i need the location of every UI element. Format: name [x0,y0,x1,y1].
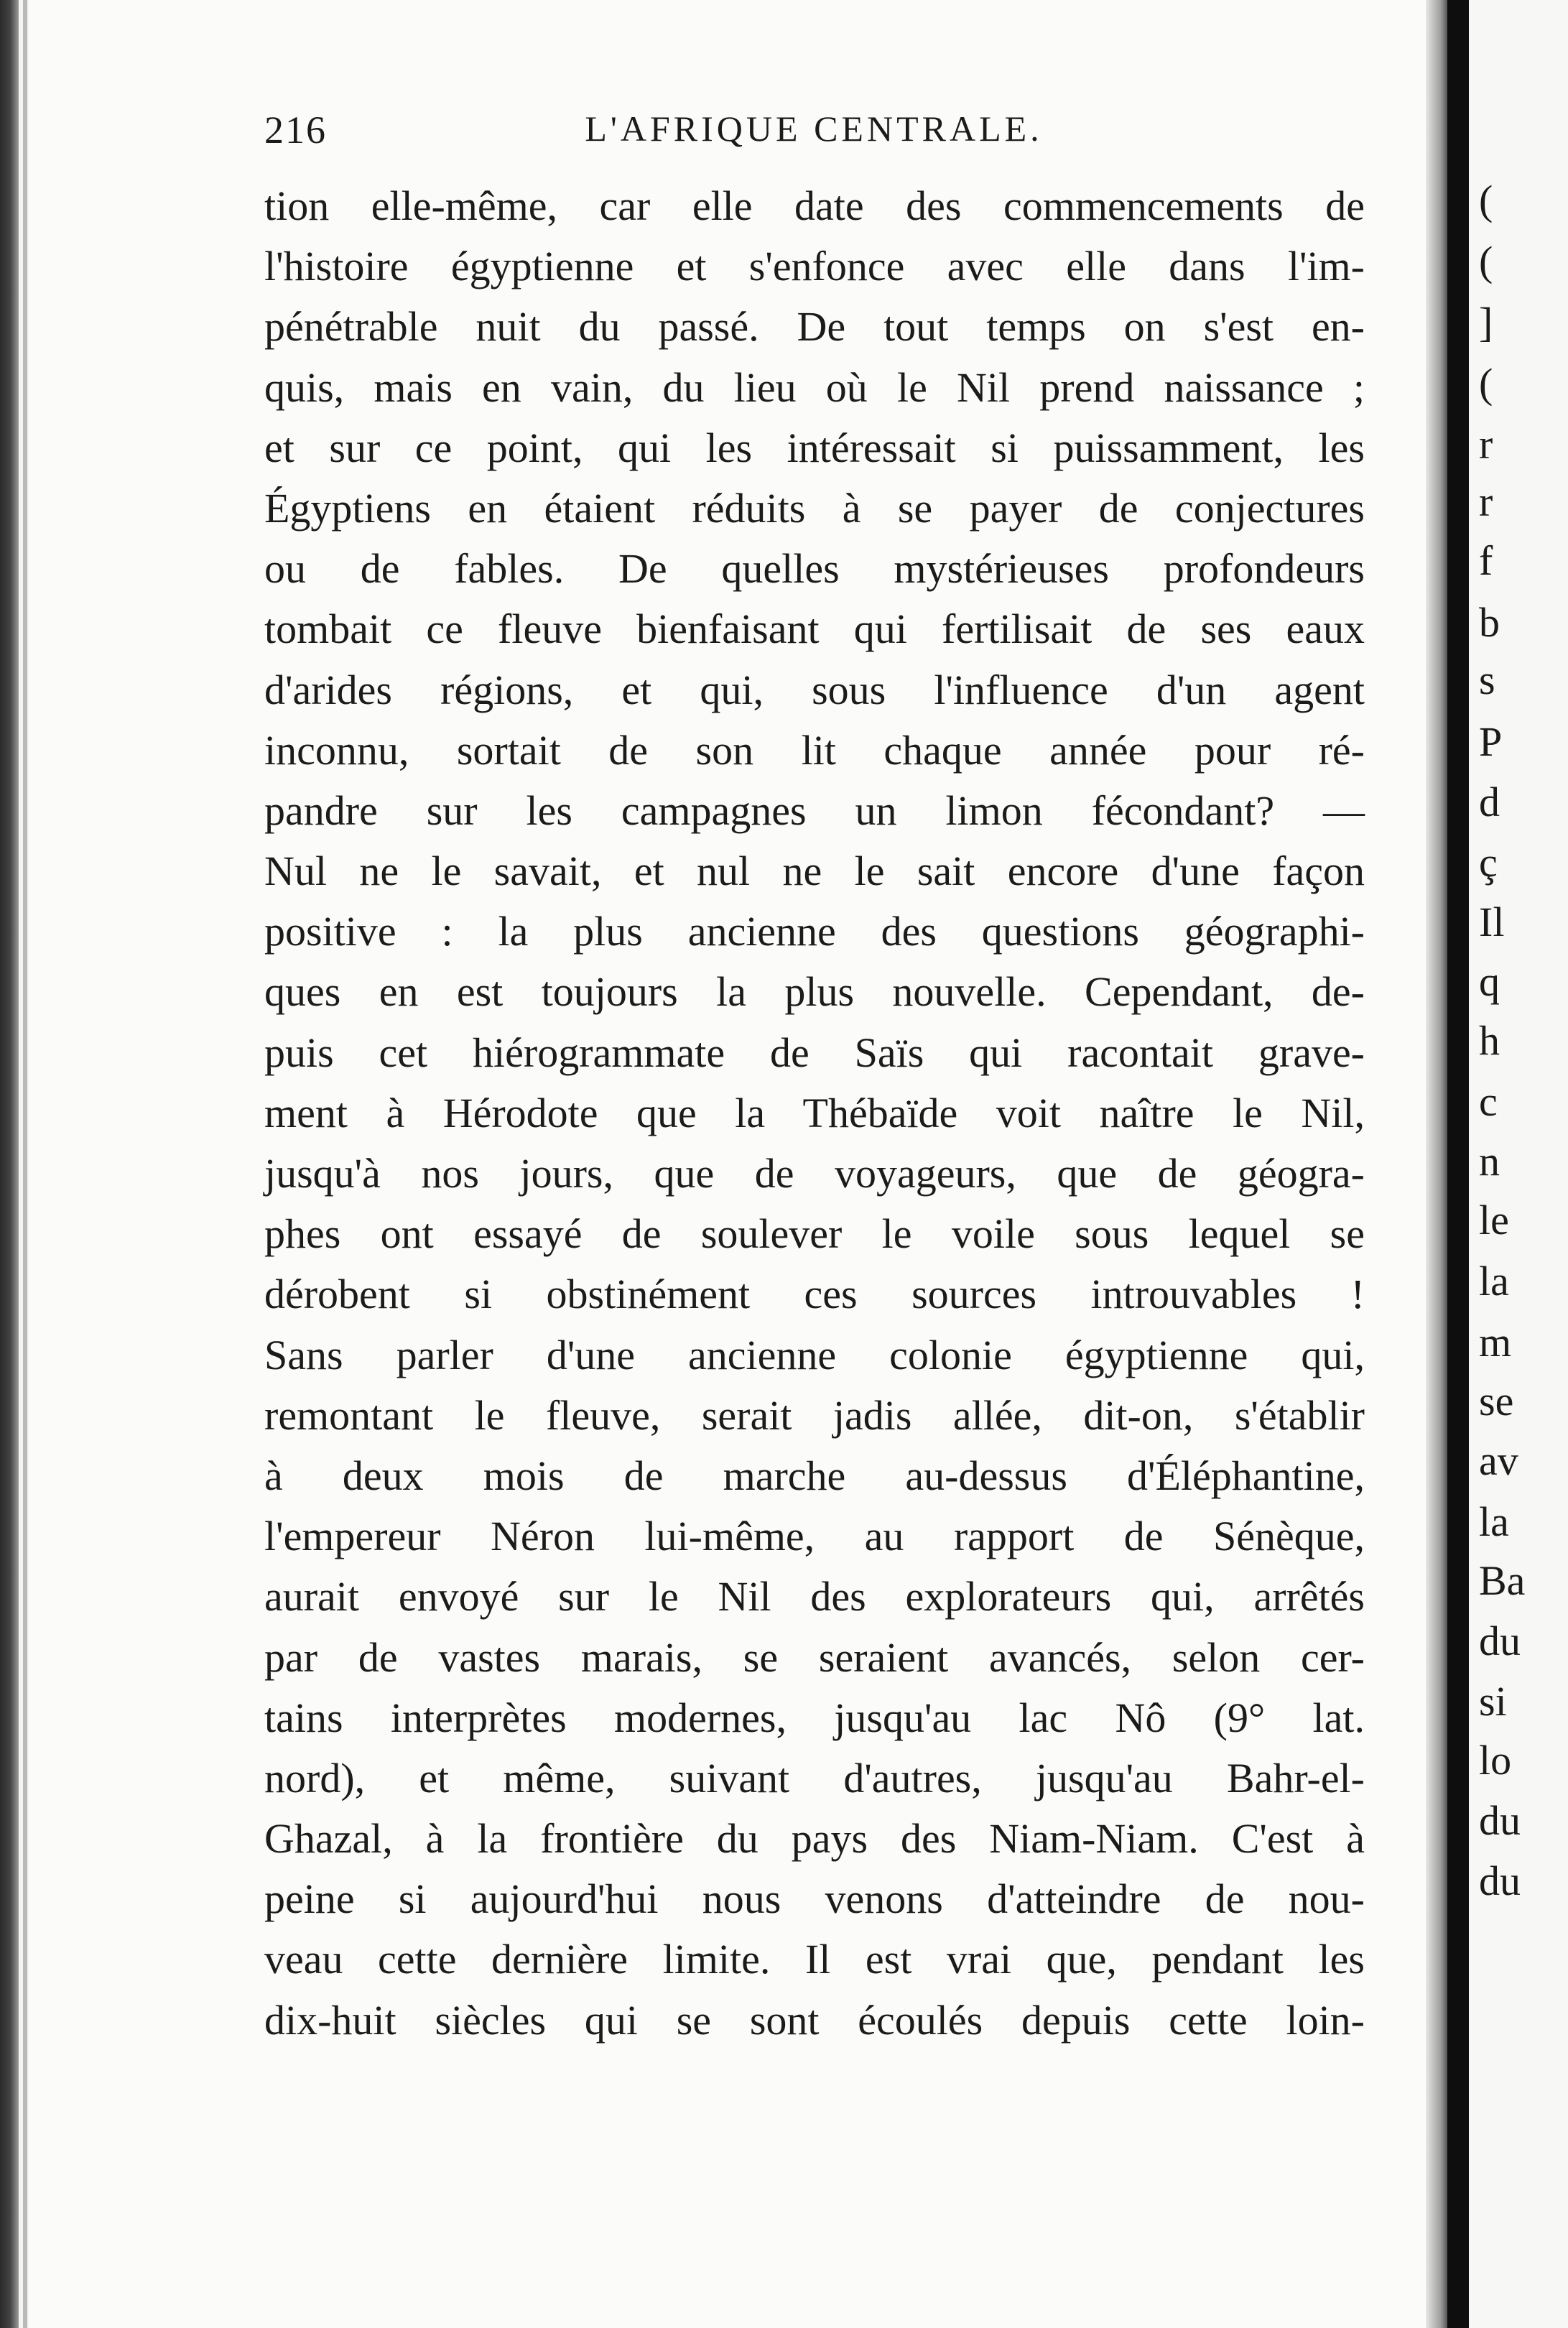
text-line: tion elle-même, car elle date des commencements de [264,182,1365,229]
next-page-line-fragment: ] [1479,299,1493,346]
text-line: dérobent si obstinément ces sources introuvables ! [264,1271,1365,1318]
text-line: veau cette dernière limite. Il est vrai que, pendant les [264,1936,1365,1983]
text-line: ment à Hérodote que la Thébaïde voit naître le Nil, [264,1089,1365,1136]
text-line: pénétrable nuit du passé. De tout temps on s'est en- [264,303,1365,351]
next-page-line-fragment: P [1479,718,1503,765]
text-line: l'histoire égyptienne et s'enfonce avec elle dans l'im- [264,243,1365,290]
next-page-line-fragment: ( [1479,238,1493,284]
text-line: Sans parler d'une ancienne colonie égyptienne qui, [264,1331,1365,1378]
next-page-line-fragment: du [1479,1797,1521,1844]
next-page-line-fragment: se [1479,1378,1514,1424]
text-line: peine si aujourd'hui nous venons d'atteindre de nou- [264,1875,1365,1923]
next-page-line-fragment: ( [1479,177,1493,223]
text-line: ou de fables. De quelles mystérieuses profondeurs [264,545,1365,593]
text-line: tombait ce fleuve bienfaisant qui fertilisait de ses eaux [264,606,1365,653]
page-number: 216 [264,108,327,152]
next-page-line-fragment: q [1479,958,1500,1005]
text-line: jusqu'à nos jours, que de voyageurs, que de géogra- [264,1150,1365,1197]
text-line: Ghazal, à la frontière du pays des Niam-Niam. C'est à [264,1815,1365,1863]
next-page-line-fragment: r [1479,478,1493,525]
next-page-line-fragment: c [1479,1078,1498,1125]
gutter-shadow [1426,0,1447,2328]
text-line: et sur ce point, qui les intéressait si puissamment, les [264,424,1365,471]
text-line: dix-huit siècles qui se sont écoulés depuis cette loin- [264,1996,1365,2044]
running-title: L'AFRIQUE CENTRALE. [585,108,1043,149]
text-line: par de vastes marais, se seraient avancés, selon cer- [264,1633,1365,1681]
text-line: l'empereur Néron lui-même, au rapport de Sénèque, [264,1513,1365,1560]
text-line: puis cet hiérogrammate de Saïs qui racontait grave- [264,1029,1365,1076]
next-page-line-fragment: si [1479,1678,1507,1725]
next-page-line-fragment: h [1479,1017,1500,1064]
text-line: inconnu, sortait de son lit chaque année pour ré- [264,726,1365,774]
text-line: tains interprètes modernes, jusqu'au lac Nô (9° lat. [264,1694,1365,1741]
next-page-line-fragment: le [1479,1197,1509,1243]
text-line: d'arides régions, et qui, sous l'influence d'un agent [264,666,1365,713]
text-line: quis, mais en vain, du lieu où le Nil prend naissance ; [264,363,1365,411]
text-line: positive : la plus ancienne des questions géographi- [264,908,1365,955]
next-page-line-fragment: Ba [1479,1557,1526,1604]
scan-left-edge [0,0,19,2328]
text-line: phes ont essayé de soulever le voile sous lequel se [264,1210,1365,1258]
text-line: nord), et même, suivant d'autres, jusqu'au Bahr-el- [264,1754,1365,1801]
body-text [264,176,1365,2051]
next-page-line-fragment: r [1479,421,1493,468]
book-gutter [1447,0,1469,2328]
next-page-line-fragment: Il [1479,899,1505,945]
next-page-line-fragment: ( [1479,360,1493,407]
next-page-line-fragment: du [1479,1858,1521,1904]
text-line: aurait envoyé sur le Nil des explorateurs qui, arrêtés [264,1573,1365,1620]
next-page-line-fragment: b [1479,599,1500,646]
next-page-line-fragment: m [1479,1319,1512,1365]
text-line: Égyptiens en étaient réduits à se payer de conjectures [264,484,1365,532]
text-line: Nul ne le savait, et nul ne le sait encore d'une façon [264,848,1365,895]
next-page-line-fragment: av [1479,1437,1518,1484]
text-line: remontant le fleuve, serait jadis allée, dit-on, s'établir [264,1391,1365,1439]
text-line: à deux mois de marche au-dessus d'Éléphantine, [264,1452,1365,1499]
next-page-line-fragment: ç [1479,839,1498,886]
next-page-line-fragment: la [1479,1258,1509,1304]
next-page-line-fragment: du [1479,1618,1521,1664]
next-page-line-fragment: lo [1479,1737,1512,1784]
next-page-line-fragment: n [1479,1138,1500,1184]
page-header [264,108,1363,165]
next-page-line-fragment: la [1479,1498,1509,1545]
next-page-line-fragment: f [1479,537,1493,584]
next-page-line-fragment: s [1479,657,1495,703]
next-page-edge [1469,0,1568,2328]
next-page-line-fragment: d [1479,779,1500,825]
text-line: ques en est toujours la plus nouvelle. Cependant, de- [264,968,1365,1016]
page-edge-line [23,0,27,2328]
text-line: pandre sur les campagnes un limon fécondant? — [264,787,1365,834]
